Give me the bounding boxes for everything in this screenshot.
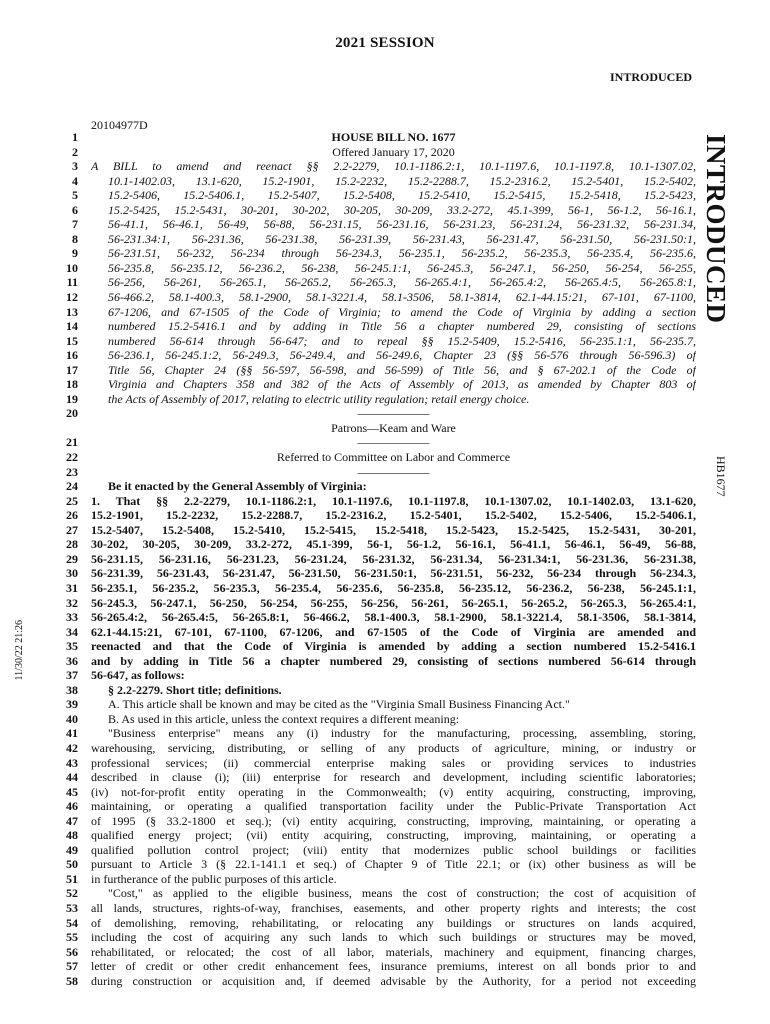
bill-line — [0, 843, 770, 858]
line-number: 13 — [66, 304, 78, 319]
bill-line — [0, 275, 770, 290]
line-text: letter of credit or other credit enhancement fees, insurance premiums, interest on all bonds prior to and — [91, 959, 696, 974]
bill-line — [0, 290, 770, 305]
line-number: 42 — [66, 740, 78, 755]
line-number: 16 — [66, 348, 78, 363]
line-number: 8 — [72, 231, 78, 246]
line-number: 27 — [66, 522, 78, 537]
bill-line — [0, 465, 770, 480]
bill-line — [0, 392, 770, 407]
bill-line — [0, 639, 770, 654]
line-text: 56-647, as follows: — [91, 668, 185, 683]
line-text: 56-235.1, 56-235.2, 56-235.3, 56-235.4, 56-235.6, 56-235.8, 56-235.12, 56-236.2, 56-238, 56-245.1:1, — [91, 580, 696, 595]
line-text: § 2.2-2279. Short title; definitions. — [108, 682, 282, 697]
line-number: 3 — [72, 159, 78, 174]
line-text: maintaining, or operating a qualified transportation facility under the Public-Private Transportation Act — [91, 799, 696, 814]
bill-line — [0, 930, 770, 945]
line-number: 20 — [66, 406, 78, 421]
line-number: 11 — [66, 275, 78, 290]
bill-line — [0, 945, 770, 960]
line-text: of demolishing, removing, rehabilitating, or relocating any buildings or structures on lands acquired, — [91, 915, 696, 930]
line-text: all lands, structures, rights-of-way, franchises, easements, and other property rights and interests; the cost — [91, 900, 696, 915]
bill-line — [0, 348, 770, 363]
bill-line — [0, 770, 770, 785]
bill-line — [0, 494, 770, 509]
line-number: 17 — [66, 362, 78, 377]
bill-line — [0, 974, 770, 989]
line-text: 56-231.34:1, 56-231.36, 56-231.38, 56-231.39, 56-231.43, 56-231.47, 56-231.50, 56-231.50:1, — [108, 231, 696, 246]
bill-line — [0, 959, 770, 974]
bill-line — [0, 668, 770, 683]
line-text: 15.2-1901, 15.2-2232, 15.2-2288.7, 15.2-2316.2, 15.2-5401, 15.2-5402, 15.2-5406, 15.2-5406.1, — [91, 508, 696, 523]
line-number: 51 — [66, 871, 78, 886]
line-text: —————— — [357, 435, 430, 450]
line-number: 46 — [66, 799, 78, 814]
line-text: 56-256, 56-261, 56-265.1, 56-265.2, 56-265.3, 56-265.4:1, 56-265.4:2, 56-265.4:5, 56-265.8:1, — [108, 275, 696, 290]
line-number: 43 — [66, 755, 78, 770]
line-number: 28 — [66, 537, 78, 552]
line-number: 33 — [66, 610, 78, 625]
line-number: 55 — [66, 930, 78, 945]
bill-line — [0, 857, 770, 872]
line-number: 41 — [66, 726, 78, 741]
bill-number-margin: HB1677 — [714, 456, 728, 497]
session-heading: 2021 SESSION — [335, 35, 435, 51]
line-text: of 1995 (§ 33.2-1800 et seq.); (vi) entity acquiring, constructing, improving, maintaining, or operating a — [91, 813, 696, 828]
bill-line — [0, 785, 770, 800]
bill-line — [0, 901, 770, 916]
line-text: —————— — [357, 406, 430, 421]
bill-line — [0, 203, 770, 218]
line-text: HOUSE BILL NO. 1677 — [331, 130, 456, 144]
bill-line — [0, 319, 770, 334]
bill-line — [0, 305, 770, 320]
line-text: 15.2-5406, 15.2-5406.1, 15.2-5407, 15.2-5408, 15.2-5410, 15.2-5415, 15.2-5418, 15.2-5423, — [108, 188, 696, 203]
bill-line — [0, 130, 770, 145]
line-number: 6 — [72, 202, 78, 217]
line-text: 56-231.39, 56-231.43, 56-231.47, 56-231.50, 56-231.50:1, 56-231.51, 56-232, 56-234 through 56-234.3, — [91, 566, 696, 581]
line-text: 10.1-1402.03, 13.1-620, 15.2-1901, 15.2-2232, 15.2-2288.7, 15.2-2316.2, 15.2-5401, 15.2-5402, — [108, 173, 696, 188]
line-text: 56-231.15, 56-231.16, 56-231.23, 56-231.24, 56-231.32, 56-231.34, 56-231.34:1, 56-231.36, 56-231.38, — [91, 551, 696, 566]
line-text: Patrons—Keam and Ware — [331, 420, 456, 435]
bill-line — [0, 625, 770, 640]
bill-line — [0, 159, 770, 174]
line-number: 37 — [66, 668, 78, 683]
line-text: (iv) not-for-profit entity operating in the Commonwealth; (v) entity acquiring, constructing, improving, — [91, 784, 696, 799]
line-text: A BILL to amend and reenact §§ 2.2-2279, 10.1-1186.2:1, 10.1-1197.6, 10.1-1197.8, 10.1-1307.02, — [91, 159, 696, 174]
line-number: 40 — [66, 711, 78, 726]
bill-line — [0, 435, 770, 450]
line-number: 1 — [72, 130, 78, 144]
bill-line — [0, 712, 770, 727]
bill-line — [0, 232, 770, 247]
line-text: 62.1-44.15:21, 67-101, 67-1100, 67-1206, and 67-1505 of the Code of Virginia are amended and — [91, 624, 696, 639]
line-number: 30 — [66, 566, 78, 581]
line-text: Virginia and Chapters 358 and 382 of the Acts of Assembly of 2013, as amended by Chapter 803 of — [108, 377, 696, 392]
bill-line — [0, 872, 770, 887]
line-text: and by adding in Title 56 a chapter numbered 29, consisting of sections numbered 56-614 through — [91, 653, 696, 668]
bill-line — [0, 261, 770, 276]
line-number: 31 — [66, 580, 78, 595]
line-text: the Acts of Assembly of 2017, relating to electric utility regulation; retail energy choice. — [108, 391, 530, 406]
bill-line — [0, 828, 770, 843]
bill-line — [0, 188, 770, 203]
line-number: 5 — [72, 188, 78, 203]
line-text: numbered 56-614 through 56-647; and to repeal §§ 15.2-5409, 15.2-5416, 56-235.1:1, 56-235.7, — [108, 333, 696, 348]
bill-line — [0, 421, 770, 436]
bill-line — [0, 145, 770, 160]
line-text: qualified pollution control project; (viii) entity that modernizes public school buildings or facilities — [91, 842, 696, 857]
line-text: Offered January 17, 2020 — [332, 144, 455, 159]
bill-line — [0, 217, 770, 232]
line-text: 56-41.1, 56-46.1, 56-49, 56-88, 56-231.15, 56-231.16, 56-231.23, 56-231.24, 56-231.32, 56-231.34, — [108, 217, 696, 232]
line-text: Be it enacted by the General Assembly of Virginia: — [108, 479, 367, 494]
bill-line — [0, 596, 770, 611]
line-number: 54 — [66, 915, 78, 930]
bill-line — [0, 683, 770, 698]
bill-text-body — [0, 130, 770, 988]
bill-line — [0, 566, 770, 581]
bill-line — [0, 756, 770, 771]
line-number: 39 — [66, 697, 78, 712]
line-number: 57 — [66, 959, 78, 974]
line-number: 22 — [66, 450, 78, 465]
bill-line — [0, 406, 770, 421]
bill-line — [0, 363, 770, 378]
line-number: 10 — [66, 260, 78, 275]
line-number: 48 — [66, 828, 78, 843]
bill-line — [0, 916, 770, 931]
line-number: 12 — [66, 290, 78, 305]
line-text: 56-235.8, 56-235.12, 56-236.2, 56-238, 56-245.1:1, 56-245.3, 56-247.1, 56-250, 56-254, 56-255, — [108, 260, 696, 275]
line-number: 44 — [66, 770, 78, 785]
line-number: 24 — [66, 479, 78, 494]
line-number: 36 — [66, 653, 78, 668]
bill-line — [0, 523, 770, 538]
line-text: reenacted and that the Code of Virginia is amended by adding a section numbered 15.2-5416.1 — [91, 639, 696, 654]
line-text: 15.2-5407, 15.2-5408, 15.2-5410, 15.2-5415, 15.2-5418, 15.2-5423, 15.2-5425, 15.2-5431, 30-201, — [91, 522, 696, 537]
bill-line — [0, 537, 770, 552]
line-text: including the cost of acquiring any such lands to which such buildings or structures may be moved, — [91, 930, 696, 945]
line-number: 35 — [66, 639, 78, 654]
bill-line — [0, 886, 770, 901]
line-number: 32 — [66, 595, 78, 610]
line-number: 26 — [66, 508, 78, 523]
line-number: 29 — [66, 551, 78, 566]
line-text: 1. That §§ 2.2-2279, 10.1-1186.2:1, 10.1-1197.6, 10.1-1197.8, 10.1-1307.02, 10.1-1402.03, 13.1-620, — [91, 493, 696, 508]
bill-line — [0, 799, 770, 814]
bill-line — [0, 377, 770, 392]
bill-line — [0, 508, 770, 523]
line-text: B. As used in this article, unless the context requires a different meaning: — [108, 711, 460, 726]
bill-line — [0, 814, 770, 829]
line-text: pursuant to Article 3 (§ 22.1-141.1 et seq.) of Chapter 9 of Title 22.1; or (ix) other business as will be — [91, 857, 696, 872]
introduced-margin-stamp: INTRODUCED — [701, 134, 731, 324]
bill-line — [0, 552, 770, 567]
line-text: "Cost," as applied to the eligible business, means the cost of construction; the cost of acquisition of — [108, 886, 696, 901]
line-text: rehabilitated, or relocated; the cost of all labor, materials, machinery and equipment, financing charges, — [91, 944, 696, 959]
document-id: 20104977D — [91, 118, 148, 132]
line-number: 45 — [66, 784, 78, 799]
line-text: A. This article shall be known and may be cited as the "Virginia Small Business Financing Act." — [108, 697, 570, 712]
bill-line — [0, 479, 770, 494]
line-text: 56-466.2, 58.1-400.3, 58.1-2900, 58.1-3221.4, 58.1-3506, 58.1-3814, 62.1-44.15:21, 67-101, 67-1100, — [108, 290, 696, 305]
line-number: 7 — [72, 217, 78, 232]
line-number: 56 — [66, 944, 78, 959]
line-number: 15 — [66, 333, 78, 348]
line-number: 52 — [66, 886, 78, 901]
line-text: described in clause (i); (iii) enterprise for research and development, including scientific laboratories; — [91, 770, 696, 785]
line-text: 56-265.4:2, 56-265.4:5, 56-265.8:1, 56-466.2, 58.1-400.3, 58.1-2900, 58.1-3221.4, 58.1-3506, 58.1-3814, — [91, 610, 696, 625]
line-number: 53 — [66, 900, 78, 915]
line-number: 9 — [72, 246, 78, 261]
bill-line — [0, 741, 770, 756]
bill-line — [0, 581, 770, 596]
line-number: 34 — [66, 624, 78, 639]
line-text: during construction or acquisition and, if deemed advisable by the Authority, for a period not exceeding — [91, 973, 696, 988]
line-text: professional services; (ii) commercial enterprise making sales or providing services to industries — [91, 755, 696, 770]
bill-line — [0, 450, 770, 465]
line-number: 18 — [66, 377, 78, 392]
line-number: 2 — [72, 144, 78, 159]
line-number: 25 — [66, 493, 78, 508]
line-number: 58 — [66, 973, 78, 988]
bill-line — [0, 246, 770, 261]
line-text: 67-1206, and 67-1505 of the Code of Virginia; to amend the Code of Virginia by adding a section — [108, 304, 696, 319]
bill-line — [0, 334, 770, 349]
line-number: 49 — [66, 842, 78, 857]
line-number: 19 — [66, 391, 78, 406]
line-text: —————— — [357, 464, 430, 479]
status-heading: INTRODUCED — [609, 70, 692, 84]
line-number: 38 — [66, 682, 78, 697]
line-text: 15.2-5425, 15.2-5431, 30-201, 30-202, 30-205, 30-209, 33.2-272, 45.1-399, 56-1, 56-1.2, 56-16.1, — [108, 202, 696, 217]
bill-line — [0, 726, 770, 741]
line-text: 56-231.51, 56-232, 56-234 through 56-234.3, 56-235.1, 56-235.2, 56-235.3, 56-235.4, 56-235.6, — [108, 246, 696, 261]
bill-line — [0, 610, 770, 625]
print-date-margin: 11/30/22 21:26 — [14, 620, 25, 681]
line-text: "Business enterprise" means any (i) industry for the manufacturing, processing, assembling, storing, — [108, 726, 696, 741]
line-text: 30-202, 30-205, 30-209, 33.2-272, 45.1-399, 56-1, 56-1.2, 56-16.1, 56-41.1, 56-46.1, 56-49, 56-88, — [91, 537, 696, 552]
line-number: 47 — [66, 813, 78, 828]
line-text: Referred to Committee on Labor and Commerce — [276, 450, 511, 465]
line-number: 50 — [66, 857, 78, 872]
line-number: 23 — [66, 464, 78, 479]
line-text: warehousing, servicing, distributing, or selling of any products of agriculture, mining, or industry or — [91, 740, 696, 755]
bill-line — [0, 654, 770, 669]
line-text: Title 56, Chapter 24 (§§ 56-597, 56-598, and 56-599) of Title 56, and § 67-202.1 of the Code of — [108, 362, 696, 377]
line-text: 56-236.1, 56-245.1:2, 56-249.3, 56-249.4, and 56-249.6, Chapter 23 (§§ 56-576 through 56-596.3) of — [108, 348, 696, 363]
line-number: 14 — [66, 319, 78, 334]
line-text: numbered 15.2-5416.1 and by adding in Title 56 a chapter numbered 29, consisting of sections — [108, 319, 696, 334]
line-number: 21 — [66, 435, 78, 450]
bill-line — [0, 174, 770, 189]
line-text: 56-245.3, 56-247.1, 56-250, 56-254, 56-255, 56-256, 56-261, 56-265.1, 56-265.2, 56-265.3, 56-265.4:1, — [91, 595, 696, 610]
bill-line — [0, 697, 770, 712]
line-text: qualified energy project; (vii) entity acquiring, constructing, improving, maintaining, or operating a — [91, 828, 696, 843]
line-text: in furtherance of the public purposes of this article. — [91, 871, 337, 886]
line-number: 4 — [72, 173, 78, 188]
